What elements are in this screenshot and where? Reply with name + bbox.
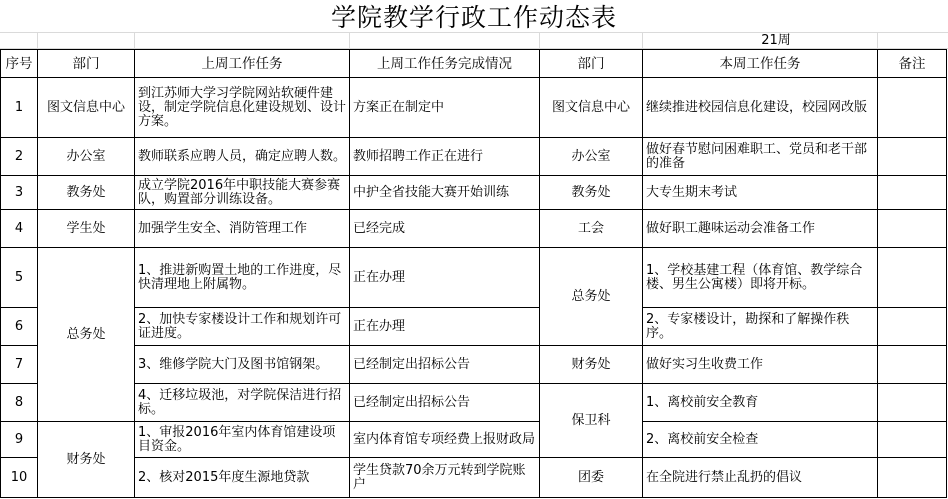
cell-status: 正在办理 [350, 248, 540, 308]
cell-dept2: 总务处 [540, 248, 643, 346]
table-row [1, 346, 947, 384]
cell-notes [878, 346, 947, 384]
cell-dept: 学生处 [38, 210, 135, 248]
cell-dept2: 财务处 [540, 346, 643, 384]
cell-last-task: 加强学生安全、消防管理工作 [135, 210, 350, 248]
table-row [1, 308, 947, 346]
cell-last-task: 3、维修学院大门及图书馆钢架。 [135, 346, 350, 384]
cell-no: 1 [1, 78, 38, 138]
week-label: 21周 [761, 33, 791, 48]
cell-no: 3 [1, 176, 38, 210]
cell-last-task: 成立学院2016年中职技能大赛参赛队，购置部分训练设备。 [135, 176, 350, 210]
header-cell-last-tasks: 上周工作任务 [135, 50, 350, 78]
work-table [0, 49, 947, 498]
table-row [1, 384, 947, 422]
cell-dept: 图文信息中心 [38, 78, 135, 138]
cell-dept2: 工会 [540, 210, 643, 248]
cell-dept: 教务处 [38, 176, 135, 210]
table-row [1, 458, 947, 498]
table-row [1, 138, 947, 176]
cell-no: 9 [1, 422, 38, 458]
cell-this-task: 做好春节慰问困难职工、党员和老干部的准备 [643, 138, 878, 176]
cell-status: 已经完成 [350, 210, 540, 248]
cell-notes [878, 308, 947, 346]
header-cell-notes: 备注 [878, 50, 947, 78]
header-row [1, 50, 947, 78]
gridline [349, 32, 350, 49]
cell-status: 已经制定出招标公告 [350, 346, 540, 384]
page-title: 学院教学行政工作动态表 [330, 3, 617, 32]
cell-last-task: 1、推进新购置土地的工作进度，尽快清理地上附属物。 [135, 248, 350, 308]
cell-dept2: 保卫科 [540, 384, 643, 458]
cell-dept2: 团委 [540, 458, 643, 498]
gridline [877, 32, 878, 49]
cell-status: 正在办理 [350, 308, 540, 346]
cell-notes [878, 384, 947, 422]
cell-this-task: 1、学校基建工程（体育馆、教学综合楼、男生公寓楼）即将开标。 [643, 248, 878, 308]
cell-notes [878, 248, 947, 308]
cell-this-task: 做好职工趣味运动会准备工作 [643, 210, 878, 248]
cell-status: 教师招聘工作正在进行 [350, 138, 540, 176]
header-cell-last-status: 上周工作任务完成情况 [350, 50, 540, 78]
cell-no: 6 [1, 308, 38, 346]
cell-this-task: 2、离校前安全检查 [643, 422, 878, 458]
cell-no: 7 [1, 346, 38, 384]
cell-this-task: 1、离校前安全教育 [643, 384, 878, 422]
cell-this-task: 继续推进校园信息化建设，校园网改版 [643, 78, 878, 138]
cell-last-task: 4、迁移垃圾池，对学院保洁进行招标。 [135, 384, 350, 422]
cell-no: 8 [1, 384, 38, 422]
gridline [642, 32, 643, 49]
cell-notes [878, 458, 947, 498]
cell-last-task: 2、核对2015年度生源地贷款 [135, 458, 350, 498]
cell-status: 学生贷款70余万元转到学院账户 [350, 458, 540, 498]
cell-this-task: 2、专家楼设计，勘探和了解操作秩序。 [643, 308, 878, 346]
cell-notes [878, 422, 947, 458]
table-row [1, 422, 947, 458]
cell-notes [878, 78, 947, 138]
header-cell-this-tasks: 本周工作任务 [643, 50, 878, 78]
gridline [134, 32, 135, 49]
gridline [539, 32, 540, 49]
table-row [1, 248, 947, 308]
table-row [1, 78, 947, 138]
cell-notes [878, 138, 947, 176]
cell-last-task: 教师联系应聘人员，确定应聘人数。 [135, 138, 350, 176]
cell-last-task: 到江苏师大学习学院网站软硬件建设，制定学院信息化建设规划、设计方案。 [135, 78, 350, 138]
cell-status: 中护全省技能大赛开始训练 [350, 176, 540, 210]
cell-this-task: 大专生期末考试 [643, 176, 878, 210]
cell-dept: 总务处 [38, 248, 135, 422]
cell-dept: 财务处 [38, 422, 135, 498]
gridline [37, 32, 38, 49]
header-cell-no: 序号 [1, 50, 38, 78]
cell-last-task: 1、审报2016年室内体育馆建设项目资金。 [135, 422, 350, 458]
header-cell-dept: 部门 [38, 50, 135, 78]
cell-this-task: 在全院进行禁止乱扔的倡议 [643, 458, 878, 498]
cell-status: 室内体育馆专项经费上报财政局 [350, 422, 540, 458]
cell-dept2: 图文信息中心 [540, 78, 643, 138]
cell-status: 已经制定出招标公告 [350, 384, 540, 422]
table-row [1, 210, 947, 248]
cell-this-task: 做好实习生收费工作 [643, 346, 878, 384]
cell-dept: 办公室 [38, 138, 135, 176]
cell-no: 5 [1, 248, 38, 308]
header-cell-dept2: 部门 [540, 50, 643, 78]
cell-notes [878, 210, 947, 248]
table-row [1, 176, 947, 210]
cell-notes [878, 176, 947, 210]
cell-no: 10 [1, 458, 38, 498]
cell-status: 方案正在制定中 [350, 78, 540, 138]
cell-dept2: 办公室 [540, 138, 643, 176]
cell-dept2: 教务处 [540, 176, 643, 210]
cell-no: 2 [1, 138, 38, 176]
cell-last-task: 2、加快专家楼设计工作和规划许可证进度。 [135, 308, 350, 346]
cell-no: 4 [1, 210, 38, 248]
